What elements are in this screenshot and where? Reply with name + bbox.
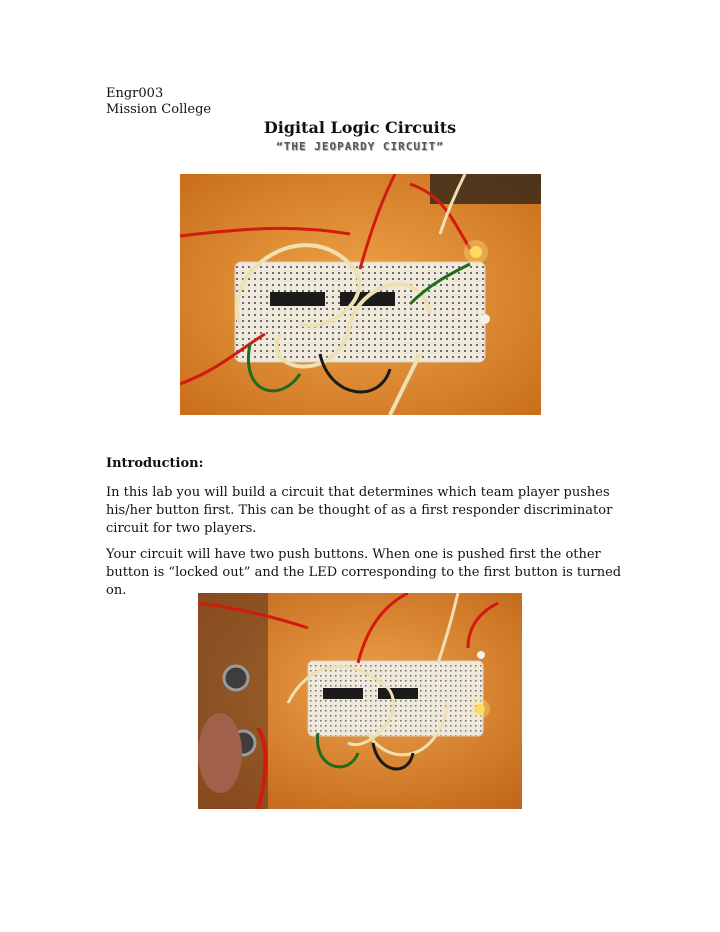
circuit-photo-1 bbox=[180, 174, 541, 415]
circuit-photo-2 bbox=[198, 593, 522, 809]
school-name: Mission College bbox=[106, 102, 212, 117]
intro-paragraph-2: Your circuit will have two push buttons. When one is pushed first the other button is “locked out” and the LED corresponding to the first button is turned on. bbox=[106, 547, 622, 598]
intro-paragraph-1: In this lab you will build a circuit that determines which team player pushes his/her button first. This can be thought of as a first responder discriminator circuit for two players. bbox=[106, 485, 613, 536]
introduction-heading: Introduction: bbox=[106, 456, 204, 471]
document-title: Digital Logic Circuits bbox=[263, 118, 457, 137]
course-code: Engr003 bbox=[106, 86, 164, 101]
document-subtitle: “THE JEOPARDY CIRCUIT” bbox=[276, 140, 444, 153]
